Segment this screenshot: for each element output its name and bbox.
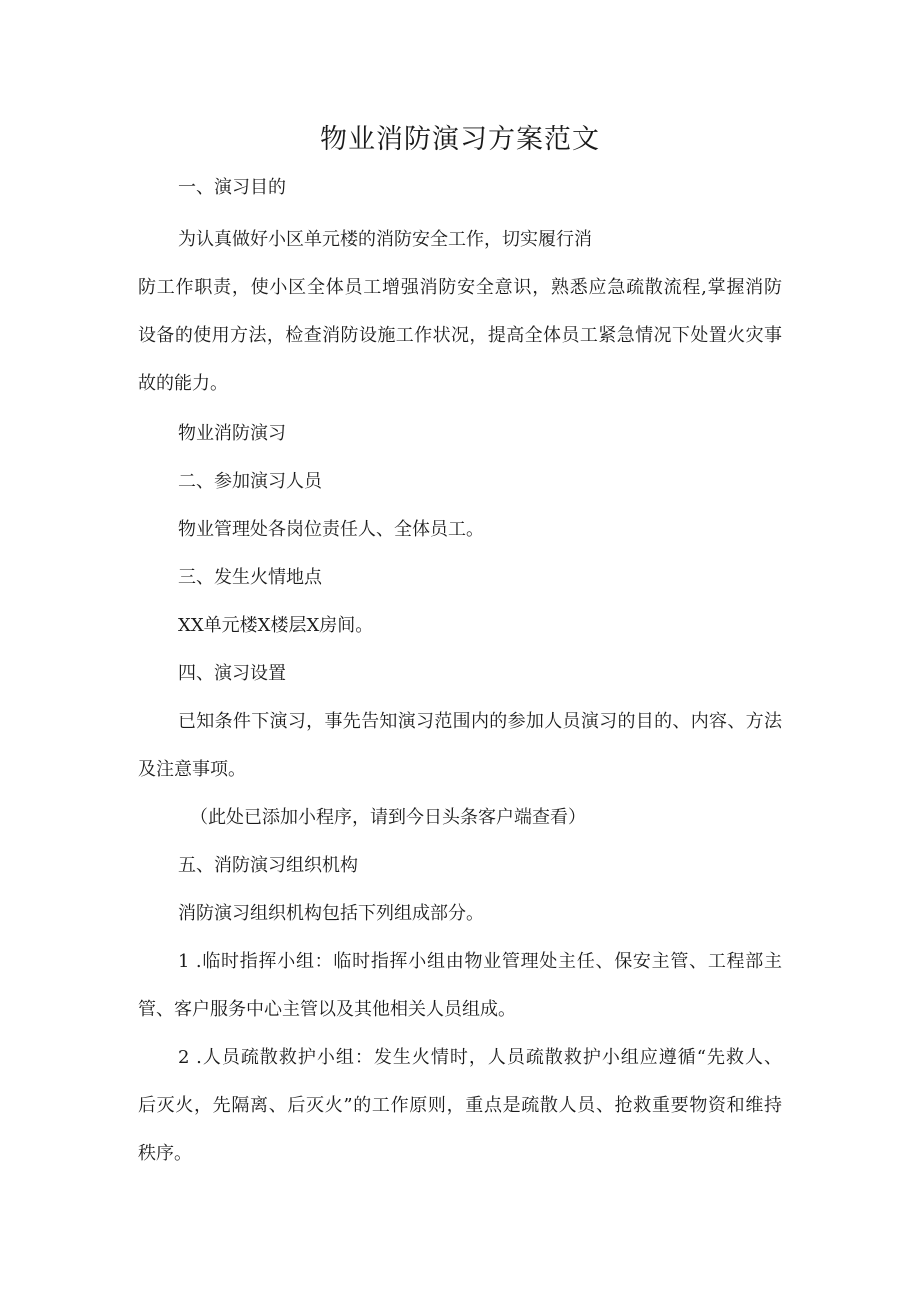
paragraph-purpose-line-1: 为认真做好小区单元楼的消防安全工作，切实履行消: [178, 229, 592, 250]
list-item-2-line-2: 后灭火，先隔离、后灭火”的工作原则，重点是疏散人员、抢救重要物资和维持: [138, 1095, 782, 1116]
paragraph-purpose-line-4: 故的能力。: [138, 373, 228, 394]
heading-4-setup: 四、演习设置: [178, 663, 286, 684]
paragraph-setup-line-2: 及注意事项。: [138, 759, 246, 780]
mini-program-note: （此处已添加小程序，请到今日头条客户端查看）: [190, 807, 586, 828]
heading-1-purpose: 一、演习目的: [178, 177, 286, 198]
heading-3-location: 三、发生火情地点: [178, 567, 322, 588]
caption-fire-drill: 物业消防演习: [178, 423, 286, 444]
paragraph-purpose-line-3: 设备的使用方法，检查消防设施工作状况，提高全体员工紧急情况下处置火灾事: [138, 325, 782, 346]
document-title: 物业消防演习方案范文: [320, 124, 600, 155]
list-item-1-line-2: 管、客户服务中心主管以及其他相关人员组成。: [138, 999, 516, 1020]
paragraph-location: XX单元楼X楼层X房间。: [178, 615, 374, 636]
paragraph-organization: 消防演习组织机构包括下列组成部分。: [178, 903, 484, 924]
heading-2-participants: 二、参加演习人员: [178, 471, 322, 492]
paragraph-purpose-line-2: 防工作职责，使小区全体员工增强消防安全意识，熟悉应急疏散流程,掌握消防: [138, 277, 782, 298]
list-item-1-line-1: 1 .临时指挥小组：临时指挥小组由物业管理处主任、保安主管、工程部主: [178, 951, 782, 972]
paragraph-setup-line-1: 已知条件下演习，事先告知演习范围内的参加人员演习的目的、内容、方法: [178, 711, 782, 732]
list-item-2-line-1: 2 .人员疏散救护小组：发生火情时，人员疏散救护小组应遵循“先救人、: [178, 1047, 782, 1068]
paragraph-participants: 物业管理处各岗位责任人、全体员工。: [178, 519, 484, 540]
heading-5-organization: 五、消防演习组织机构: [178, 855, 358, 876]
list-item-2-line-3: 秩序。: [138, 1143, 192, 1164]
